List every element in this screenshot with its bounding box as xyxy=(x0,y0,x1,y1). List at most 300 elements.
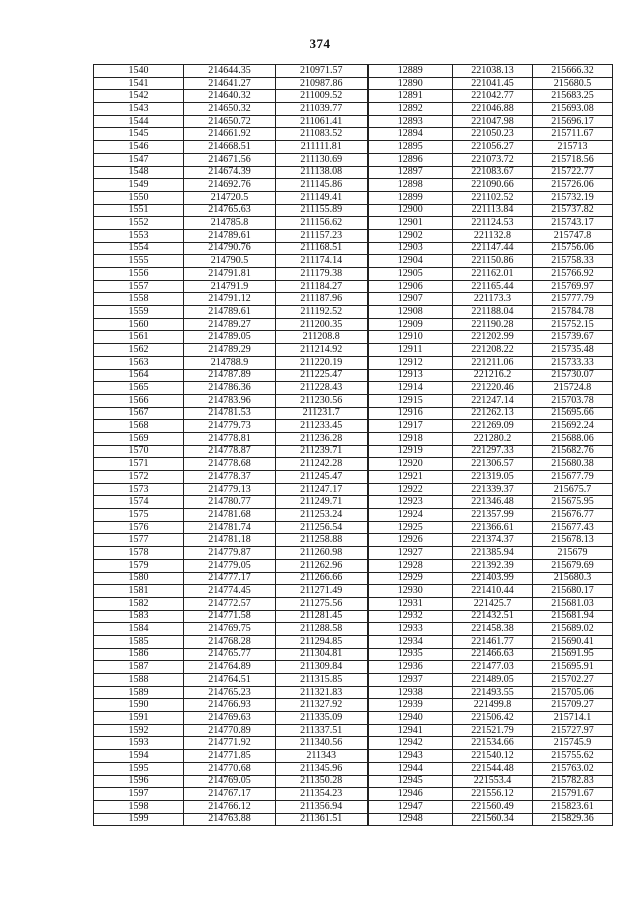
point-number-cell: 12937 xyxy=(368,674,453,687)
point-number-cell: 12891 xyxy=(368,90,453,103)
table-row xyxy=(94,674,613,687)
point-number-cell: 1544 xyxy=(94,115,184,128)
x-coordinate-cell: 214789.61 xyxy=(184,229,276,242)
table-row xyxy=(94,153,613,166)
x-coordinate-cell: 221102.52 xyxy=(453,191,533,204)
y-coordinate-cell: 211245.47 xyxy=(276,471,368,484)
y-coordinate-cell: 215756.06 xyxy=(533,242,613,255)
point-number-cell: 1547 xyxy=(94,153,184,166)
x-coordinate-cell: 214772.57 xyxy=(184,597,276,610)
y-coordinate-cell: 215739.67 xyxy=(533,331,613,344)
point-number-cell: 1583 xyxy=(94,610,184,623)
point-number-cell: 12943 xyxy=(368,750,453,763)
y-coordinate-cell: 211262.96 xyxy=(276,559,368,572)
x-coordinate-cell: 214779.73 xyxy=(184,420,276,433)
point-number-cell: 12926 xyxy=(368,534,453,547)
point-number-cell: 12912 xyxy=(368,356,453,369)
x-coordinate-cell: 221113.84 xyxy=(453,204,533,217)
table-row xyxy=(94,204,613,217)
table-row xyxy=(94,750,613,763)
point-number-cell: 12920 xyxy=(368,458,453,471)
y-coordinate-cell: 215737.82 xyxy=(533,204,613,217)
table-row xyxy=(94,623,613,636)
x-coordinate-cell: 214774.45 xyxy=(184,585,276,598)
x-coordinate-cell: 221306.57 xyxy=(453,458,533,471)
y-coordinate-cell: 211039.77 xyxy=(276,103,368,116)
x-coordinate-cell: 214788.9 xyxy=(184,356,276,369)
x-coordinate-cell: 221410.44 xyxy=(453,585,533,598)
x-coordinate-cell: 221073.72 xyxy=(453,153,533,166)
table-row xyxy=(94,369,613,382)
x-coordinate-cell: 221489.05 xyxy=(453,674,533,687)
point-number-cell: 1566 xyxy=(94,394,184,407)
point-number-cell: 1584 xyxy=(94,623,184,636)
point-number-cell: 1586 xyxy=(94,648,184,661)
point-number-cell: 12918 xyxy=(368,432,453,445)
y-coordinate-cell: 211275.56 xyxy=(276,597,368,610)
table-row xyxy=(94,559,613,572)
y-coordinate-cell: 215679.69 xyxy=(533,559,613,572)
y-coordinate-cell: 215711.67 xyxy=(533,128,613,141)
table-row xyxy=(94,90,613,103)
table-row xyxy=(94,686,613,699)
y-coordinate-cell: 215680.3 xyxy=(533,572,613,585)
x-coordinate-cell: 221190.28 xyxy=(453,318,533,331)
y-coordinate-cell: 211356.94 xyxy=(276,800,368,813)
point-number-cell: 12930 xyxy=(368,585,453,598)
x-coordinate-cell: 221038.13 xyxy=(453,65,533,78)
y-coordinate-cell: 215733.33 xyxy=(533,356,613,369)
point-number-cell: 1576 xyxy=(94,521,184,534)
x-coordinate-cell: 214769.63 xyxy=(184,712,276,725)
y-coordinate-cell: 215726.06 xyxy=(533,179,613,192)
y-coordinate-cell: 211271.49 xyxy=(276,585,368,598)
y-coordinate-cell: 215678.13 xyxy=(533,534,613,547)
y-coordinate-cell: 210987.86 xyxy=(276,77,368,90)
point-number-cell: 12910 xyxy=(368,331,453,344)
x-coordinate-cell: 214781.53 xyxy=(184,407,276,420)
x-coordinate-cell: 214785.8 xyxy=(184,217,276,230)
y-coordinate-cell: 211335.09 xyxy=(276,712,368,725)
point-number-cell: 1546 xyxy=(94,141,184,154)
x-coordinate-cell: 214769.75 xyxy=(184,623,276,636)
x-coordinate-cell: 221339.37 xyxy=(453,483,533,496)
page-number: 374 xyxy=(309,36,331,51)
y-coordinate-cell: 215755.62 xyxy=(533,750,613,763)
table-row xyxy=(94,661,613,674)
y-coordinate-cell: 211354.23 xyxy=(276,788,368,801)
coordinates-table xyxy=(93,64,613,826)
y-coordinate-cell: 211256.54 xyxy=(276,521,368,534)
x-coordinate-cell: 221220.46 xyxy=(453,382,533,395)
y-coordinate-cell: 211321.83 xyxy=(276,686,368,699)
x-coordinate-cell: 214777.17 xyxy=(184,572,276,585)
table-row xyxy=(94,762,613,775)
x-coordinate-cell: 214786.36 xyxy=(184,382,276,395)
point-number-cell: 12900 xyxy=(368,204,453,217)
y-coordinate-cell: 215680.5 xyxy=(533,77,613,90)
table-row xyxy=(94,166,613,179)
point-number-cell: 1580 xyxy=(94,572,184,585)
point-number-cell: 1575 xyxy=(94,509,184,522)
y-coordinate-cell: 211149.41 xyxy=(276,191,368,204)
point-number-cell: 12906 xyxy=(368,280,453,293)
y-coordinate-cell: 215690.41 xyxy=(533,635,613,648)
y-coordinate-cell: 211288.58 xyxy=(276,623,368,636)
y-coordinate-cell: 211157.23 xyxy=(276,229,368,242)
x-coordinate-cell: 221202.99 xyxy=(453,331,533,344)
table-row xyxy=(94,382,613,395)
point-number-cell: 12936 xyxy=(368,661,453,674)
y-coordinate-cell: 211294.85 xyxy=(276,635,368,648)
table-row xyxy=(94,635,613,648)
point-number-cell: 1599 xyxy=(94,813,184,826)
point-number-cell: 12896 xyxy=(368,153,453,166)
y-coordinate-cell: 215705.06 xyxy=(533,686,613,699)
table-row xyxy=(94,724,613,737)
point-number-cell: 1551 xyxy=(94,204,184,217)
point-number-cell: 1570 xyxy=(94,445,184,458)
point-number-cell: 12897 xyxy=(368,166,453,179)
x-coordinate-cell: 214780.77 xyxy=(184,496,276,509)
table-row xyxy=(94,217,613,230)
point-number-cell: 1585 xyxy=(94,635,184,648)
x-coordinate-cell: 214668.51 xyxy=(184,141,276,154)
x-coordinate-cell: 221188.04 xyxy=(453,306,533,319)
x-coordinate-cell: 214770.89 xyxy=(184,724,276,737)
point-number-cell: 12893 xyxy=(368,115,453,128)
y-coordinate-cell: 211340.56 xyxy=(276,737,368,750)
point-number-cell: 1578 xyxy=(94,547,184,560)
x-coordinate-cell: 221553.4 xyxy=(453,775,533,788)
point-number-cell: 1595 xyxy=(94,762,184,775)
x-coordinate-cell: 221461.77 xyxy=(453,635,533,648)
point-number-cell: 12934 xyxy=(368,635,453,648)
point-number-cell: 1579 xyxy=(94,559,184,572)
y-coordinate-cell: 215691.95 xyxy=(533,648,613,661)
point-number-cell: 1568 xyxy=(94,420,184,433)
x-coordinate-cell: 214791.81 xyxy=(184,268,276,281)
table-row xyxy=(94,280,613,293)
point-number-cell: 1557 xyxy=(94,280,184,293)
point-number-cell: 1581 xyxy=(94,585,184,598)
x-coordinate-cell: 221392.39 xyxy=(453,559,533,572)
x-coordinate-cell: 221534.66 xyxy=(453,737,533,750)
x-coordinate-cell: 221041.45 xyxy=(453,77,533,90)
point-number-cell: 1594 xyxy=(94,750,184,763)
x-coordinate-cell: 221269.09 xyxy=(453,420,533,433)
point-number-cell: 1587 xyxy=(94,661,184,674)
y-coordinate-cell: 211309.84 xyxy=(276,661,368,674)
y-coordinate-cell: 215681.03 xyxy=(533,597,613,610)
y-coordinate-cell: 211111.81 xyxy=(276,141,368,154)
point-number-cell: 1550 xyxy=(94,191,184,204)
y-coordinate-cell: 215666.32 xyxy=(533,65,613,78)
x-coordinate-cell: 214767.17 xyxy=(184,788,276,801)
y-coordinate-cell: 211138.08 xyxy=(276,166,368,179)
point-number-cell: 1596 xyxy=(94,775,184,788)
x-coordinate-cell: 221046.88 xyxy=(453,103,533,116)
y-coordinate-cell: 211242.28 xyxy=(276,458,368,471)
point-number-cell: 1556 xyxy=(94,268,184,281)
y-coordinate-cell: 215680.38 xyxy=(533,458,613,471)
x-coordinate-cell: 221150.86 xyxy=(453,255,533,268)
x-coordinate-cell: 221147.44 xyxy=(453,242,533,255)
x-coordinate-cell: 214791.9 xyxy=(184,280,276,293)
point-number-cell: 1540 xyxy=(94,65,184,78)
table-row xyxy=(94,229,613,242)
point-number-cell: 12889 xyxy=(368,65,453,78)
table-row xyxy=(94,496,613,509)
y-coordinate-cell: 211281.45 xyxy=(276,610,368,623)
table-row xyxy=(94,509,613,522)
y-coordinate-cell: 215703.78 xyxy=(533,394,613,407)
table-row xyxy=(94,610,613,623)
point-number-cell: 1591 xyxy=(94,712,184,725)
x-coordinate-cell: 221366.61 xyxy=(453,521,533,534)
x-coordinate-cell: 214778.68 xyxy=(184,458,276,471)
y-coordinate-cell: 211083.52 xyxy=(276,128,368,141)
x-coordinate-cell: 221432.51 xyxy=(453,610,533,623)
x-coordinate-cell: 214765.77 xyxy=(184,648,276,661)
y-coordinate-cell: 215766.92 xyxy=(533,268,613,281)
x-coordinate-cell: 214768.28 xyxy=(184,635,276,648)
y-coordinate-cell: 215677.79 xyxy=(533,471,613,484)
y-coordinate-cell: 215696.17 xyxy=(533,115,613,128)
y-coordinate-cell: 215709.27 xyxy=(533,699,613,712)
x-coordinate-cell: 214791.12 xyxy=(184,293,276,306)
point-number-cell: 12895 xyxy=(368,141,453,154)
point-number-cell: 12931 xyxy=(368,597,453,610)
point-number-cell: 1590 xyxy=(94,699,184,712)
y-coordinate-cell: 211208.8 xyxy=(276,331,368,344)
y-coordinate-cell: 215782.83 xyxy=(533,775,613,788)
table-row xyxy=(94,255,613,268)
point-number-cell: 12894 xyxy=(368,128,453,141)
point-number-cell: 1561 xyxy=(94,331,184,344)
table-row xyxy=(94,432,613,445)
table-row xyxy=(94,585,613,598)
y-coordinate-cell: 215763.02 xyxy=(533,762,613,775)
x-coordinate-cell: 221374.37 xyxy=(453,534,533,547)
point-number-cell: 1574 xyxy=(94,496,184,509)
point-number-cell: 1573 xyxy=(94,483,184,496)
y-coordinate-cell: 215727.97 xyxy=(533,724,613,737)
x-coordinate-cell: 221042.77 xyxy=(453,90,533,103)
point-number-cell: 12909 xyxy=(368,318,453,331)
y-coordinate-cell: 215718.56 xyxy=(533,153,613,166)
point-number-cell: 12892 xyxy=(368,103,453,116)
table-row xyxy=(94,356,613,369)
y-coordinate-cell: 215724.8 xyxy=(533,382,613,395)
point-number-cell: 1563 xyxy=(94,356,184,369)
table-row xyxy=(94,712,613,725)
x-coordinate-cell: 214771.85 xyxy=(184,750,276,763)
x-coordinate-cell: 221297.33 xyxy=(453,445,533,458)
y-coordinate-cell: 215675.7 xyxy=(533,483,613,496)
y-coordinate-cell: 215758.33 xyxy=(533,255,613,268)
point-number-cell: 12947 xyxy=(368,800,453,813)
x-coordinate-cell: 221544.48 xyxy=(453,762,533,775)
y-coordinate-cell: 215683.25 xyxy=(533,90,613,103)
x-coordinate-cell: 214790.5 xyxy=(184,255,276,268)
y-coordinate-cell: 211258.88 xyxy=(276,534,368,547)
x-coordinate-cell: 221047.98 xyxy=(453,115,533,128)
point-number-cell: 12923 xyxy=(368,496,453,509)
x-coordinate-cell: 221165.44 xyxy=(453,280,533,293)
point-number-cell: 1593 xyxy=(94,737,184,750)
x-coordinate-cell: 214789.29 xyxy=(184,344,276,357)
table-row xyxy=(94,597,613,610)
point-number-cell: 12932 xyxy=(368,610,453,623)
y-coordinate-cell: 211009.52 xyxy=(276,90,368,103)
y-coordinate-cell: 215681.94 xyxy=(533,610,613,623)
y-coordinate-cell: 215777.79 xyxy=(533,293,613,306)
x-coordinate-cell: 221493.55 xyxy=(453,686,533,699)
point-number-cell: 1560 xyxy=(94,318,184,331)
y-coordinate-cell: 211343 xyxy=(276,750,368,763)
point-number-cell: 1562 xyxy=(94,344,184,357)
table-row xyxy=(94,445,613,458)
point-number-cell: 12925 xyxy=(368,521,453,534)
x-coordinate-cell: 214779.05 xyxy=(184,559,276,572)
point-number-cell: 12948 xyxy=(368,813,453,826)
point-number-cell: 1554 xyxy=(94,242,184,255)
x-coordinate-cell: 221403.99 xyxy=(453,572,533,585)
x-coordinate-cell: 214650.32 xyxy=(184,103,276,116)
table-row xyxy=(94,128,613,141)
x-coordinate-cell: 214766.93 xyxy=(184,699,276,712)
x-coordinate-cell: 221499.8 xyxy=(453,699,533,712)
point-number-cell: 1577 xyxy=(94,534,184,547)
table-row xyxy=(94,483,613,496)
y-coordinate-cell: 215769.97 xyxy=(533,280,613,293)
y-coordinate-cell: 211231.7 xyxy=(276,407,368,420)
table-row xyxy=(94,191,613,204)
x-coordinate-cell: 221162.01 xyxy=(453,268,533,281)
x-coordinate-cell: 221540.12 xyxy=(453,750,533,763)
x-coordinate-cell: 221132.8 xyxy=(453,229,533,242)
y-coordinate-cell: 215677.43 xyxy=(533,521,613,534)
y-coordinate-cell: 211174.14 xyxy=(276,255,368,268)
table-row xyxy=(94,394,613,407)
x-coordinate-cell: 214771.92 xyxy=(184,737,276,750)
point-number-cell: 12927 xyxy=(368,547,453,560)
table-row xyxy=(94,293,613,306)
y-coordinate-cell: 215692.24 xyxy=(533,420,613,433)
x-coordinate-cell: 221357.99 xyxy=(453,509,533,522)
y-coordinate-cell: 211214.92 xyxy=(276,344,368,357)
table-row xyxy=(94,242,613,255)
y-coordinate-cell: 215679 xyxy=(533,547,613,560)
y-coordinate-cell: 215823.61 xyxy=(533,800,613,813)
table-row xyxy=(94,179,613,192)
table-row xyxy=(94,788,613,801)
y-coordinate-cell: 211236.28 xyxy=(276,432,368,445)
y-coordinate-cell: 215675.95 xyxy=(533,496,613,509)
x-coordinate-cell: 221385.94 xyxy=(453,547,533,560)
y-coordinate-cell: 211230.56 xyxy=(276,394,368,407)
point-number-cell: 12928 xyxy=(368,559,453,572)
table-row xyxy=(94,141,613,154)
point-number-cell: 12945 xyxy=(368,775,453,788)
point-number-cell: 1555 xyxy=(94,255,184,268)
point-number-cell: 1598 xyxy=(94,800,184,813)
x-coordinate-cell: 214779.13 xyxy=(184,483,276,496)
y-coordinate-cell: 215745.9 xyxy=(533,737,613,750)
y-coordinate-cell: 211156.62 xyxy=(276,217,368,230)
point-number-cell: 1592 xyxy=(94,724,184,737)
x-coordinate-cell: 214763.88 xyxy=(184,813,276,826)
x-coordinate-cell: 214781.18 xyxy=(184,534,276,547)
point-number-cell: 1567 xyxy=(94,407,184,420)
y-coordinate-cell: 215695.66 xyxy=(533,407,613,420)
y-coordinate-cell: 211345.96 xyxy=(276,762,368,775)
point-number-cell: 12933 xyxy=(368,623,453,636)
y-coordinate-cell: 211361.51 xyxy=(276,813,368,826)
point-number-cell: 1589 xyxy=(94,686,184,699)
table-row xyxy=(94,318,613,331)
point-number-cell: 12890 xyxy=(368,77,453,90)
x-coordinate-cell: 214783.96 xyxy=(184,394,276,407)
point-number-cell: 12929 xyxy=(368,572,453,585)
x-coordinate-cell: 214789.61 xyxy=(184,306,276,319)
x-coordinate-cell: 214789.05 xyxy=(184,331,276,344)
x-coordinate-cell: 221211.06 xyxy=(453,356,533,369)
point-number-cell: 12946 xyxy=(368,788,453,801)
x-coordinate-cell: 214781.68 xyxy=(184,509,276,522)
x-coordinate-cell: 221506.42 xyxy=(453,712,533,725)
y-coordinate-cell: 215682.76 xyxy=(533,445,613,458)
point-number-cell: 1545 xyxy=(94,128,184,141)
x-coordinate-cell: 221521.79 xyxy=(453,724,533,737)
x-coordinate-cell: 221262.13 xyxy=(453,407,533,420)
x-coordinate-cell: 214771.58 xyxy=(184,610,276,623)
point-number-cell: 1552 xyxy=(94,217,184,230)
table-row xyxy=(94,699,613,712)
table-row xyxy=(94,471,613,484)
y-coordinate-cell: 211225.47 xyxy=(276,369,368,382)
x-coordinate-cell: 214641.27 xyxy=(184,77,276,90)
y-coordinate-cell: 215730.07 xyxy=(533,369,613,382)
y-coordinate-cell: 215752.15 xyxy=(533,318,613,331)
y-coordinate-cell: 211155.89 xyxy=(276,204,368,217)
y-coordinate-cell: 211260.98 xyxy=(276,547,368,560)
y-coordinate-cell: 211233.45 xyxy=(276,420,368,433)
x-coordinate-cell: 214781.74 xyxy=(184,521,276,534)
y-coordinate-cell: 215695.91 xyxy=(533,661,613,674)
point-number-cell: 12917 xyxy=(368,420,453,433)
y-coordinate-cell: 211350.28 xyxy=(276,775,368,788)
point-number-cell: 12904 xyxy=(368,255,453,268)
x-coordinate-cell: 214764.51 xyxy=(184,674,276,687)
point-number-cell: 1564 xyxy=(94,369,184,382)
point-number-cell: 12924 xyxy=(368,509,453,522)
y-coordinate-cell: 211239.71 xyxy=(276,445,368,458)
x-coordinate-cell: 214650.72 xyxy=(184,115,276,128)
table-row xyxy=(94,458,613,471)
point-number-cell: 12915 xyxy=(368,394,453,407)
y-coordinate-cell: 211192.52 xyxy=(276,306,368,319)
x-coordinate-cell: 214720.5 xyxy=(184,191,276,204)
table-row xyxy=(94,331,613,344)
x-coordinate-cell: 221556.12 xyxy=(453,788,533,801)
point-number-cell: 12902 xyxy=(368,229,453,242)
point-number-cell: 12916 xyxy=(368,407,453,420)
y-coordinate-cell: 211130.69 xyxy=(276,153,368,166)
point-number-cell: 1549 xyxy=(94,179,184,192)
x-coordinate-cell: 214764.89 xyxy=(184,661,276,674)
